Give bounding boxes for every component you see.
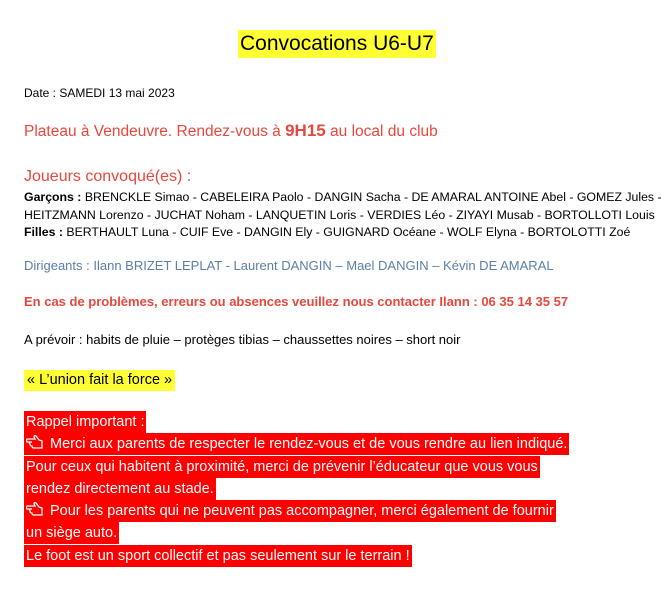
reminder-line-5: un siège auto.	[24, 522, 119, 544]
plateau-text-before: Plateau à Vendeuvre. Rendez-vous à	[24, 123, 286, 140]
pointing-hand-icon	[26, 434, 44, 450]
plateau-info	[24, 121, 438, 141]
boys-label: Garçons :	[24, 190, 82, 204]
plateau-text-after: au local du club	[325, 123, 438, 140]
reminder-block	[24, 411, 569, 567]
boys-line-2: HEITZMANN Lorenzo - JUCHAT Noham - LANQUETIN Loris - VERDIES Léo - ZIYAYI Musab - BORTOLLOTI Louis	[24, 207, 655, 222]
girls-names: BERTHAULT Luna - CUIF Eve - DANGIN Ely - GUIGNARD Océane - WOLF Elyna - BORTOLOTTI Zoé	[62, 225, 631, 239]
coaches-line: Dirigeants : Ilann BRIZET LEPLAT - Laurent DANGIN – Mael DANGIN – Kévin DE AMARAL	[24, 258, 554, 273]
motto: « L’union fait la force »	[24, 370, 175, 391]
meeting-time: 9H15	[285, 121, 326, 140]
reminder-line-4	[24, 500, 556, 522]
reminder-heading: Rappel important :	[24, 411, 146, 433]
reminder-line-1	[24, 433, 569, 455]
date-line: Date : SAMEDI 13 mai 2023	[24, 86, 175, 100]
pointing-hand-icon	[26, 501, 44, 517]
reminder-text-1: Merci aux parents de respecter le rendez-vous et de vous rendre au lien indiqué.	[50, 436, 568, 453]
girls-line	[24, 224, 662, 242]
page-title: Convocations U6-U7	[238, 30, 436, 58]
players-heading: Joueurs convoqué(es) :	[24, 168, 192, 185]
contact-line: En cas de problèmes, erreurs ou absences veuillez nous contacter Ilann : 06 35 14 35 57	[24, 294, 569, 309]
players-list	[24, 189, 662, 242]
boys-line-1	[24, 189, 662, 207]
reminder-text-4: Pour les parents qui ne peuvent pas accompagner, merci également de fournir	[50, 503, 554, 520]
boys-names-1: BRENCKLE Simao - CABELEIRA Paolo - DANGIN Sacha - DE AMARAL ANTOINE Abel - GOMEZ Jules -	[81, 190, 662, 204]
equipment-line: A prévoir : habits de pluie – protèges tibias – chaussettes noires – short noir	[24, 332, 461, 347]
reminder-line-3: rendez directement au stade.	[24, 478, 216, 500]
girls-label: Filles :	[24, 225, 63, 239]
reminder-line-2: Pour ceux qui habitent à proximité, merci de prévenir l’éducateur que vous vous	[24, 456, 540, 478]
reminder-line-6: Le foot est un sport collectif et pas seulement sur le terrain !	[24, 545, 412, 567]
